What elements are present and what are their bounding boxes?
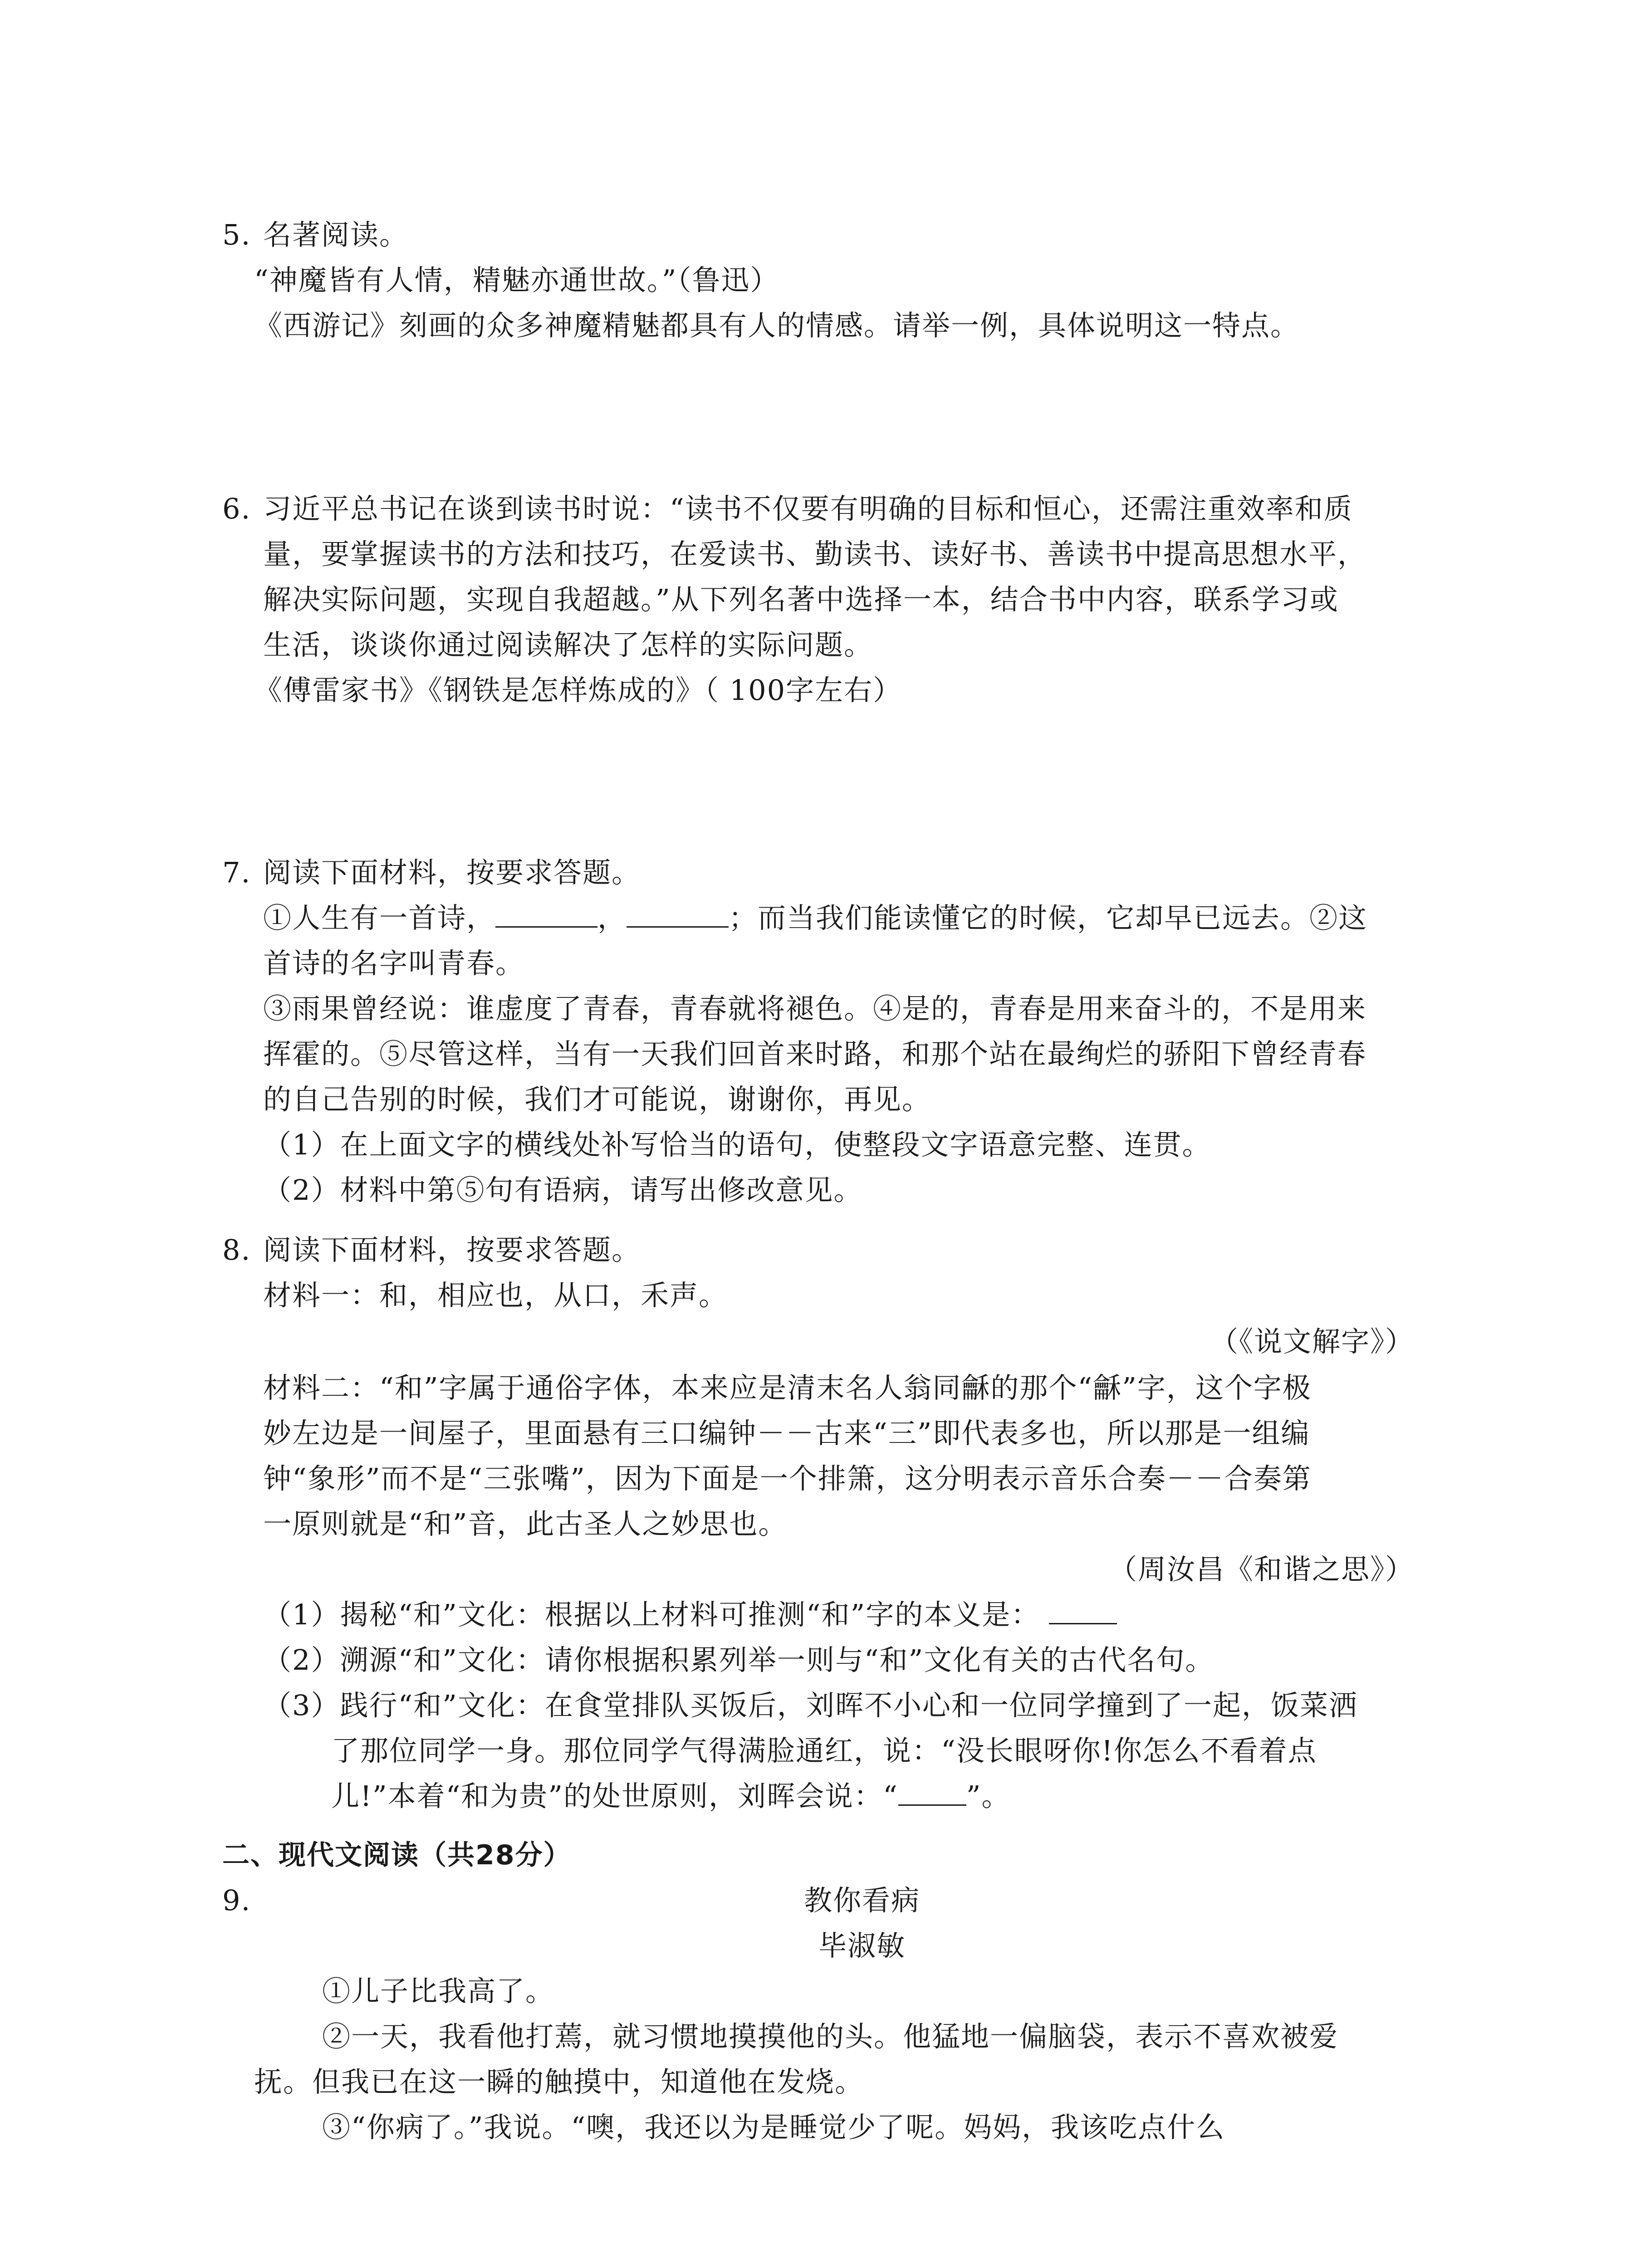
q7-line-1-end: ；而当我们能读懂它的时候，它却早已远去。②这 (729, 901, 1368, 934)
q7-line-1 (263, 900, 1367, 936)
q8-material-1-source: （《说文解字》） (1210, 1325, 1414, 1358)
q8-sub-3-line-3 (331, 1778, 1010, 1814)
section-2-heading: 二、现代文阅读（共28分） (222, 1839, 572, 1871)
q9-article-title: 教你看病 (803, 1884, 920, 1917)
q8-material-2-line-3: 钟“象形”而不是“三张嘴”，因为下面是一个排箫，这分明表示音乐合奏－－合奏第 (263, 1462, 1312, 1495)
q6-line-2: 量，要掌握读书的方法和技巧，在爱读书、勤读书、读好书、善读书中提高思想水平， (263, 538, 1367, 571)
q9-paragraph-3: ③“你病了。”我说。“噢，我还以为是睡觉少了呢。妈妈，我该吃点什么 (322, 2111, 1225, 2144)
q8-material-2-line-1: 材料二：“和”字属于通俗字体，本来应是清末名人翁同龢的那个“龢”字，这个字极 (263, 1371, 1312, 1404)
q8-sub-3-line-3-end: ”。 (966, 1779, 1011, 1813)
q7-title: 阅读下面材料，按要求答题。 (263, 856, 641, 889)
q7-sub-1: （1）在上面文字的横线处补写恰当的语句，使整段文字语意完整、连贯。 (263, 1128, 1211, 1161)
q8-material-1: 材料一：和，相应也，从口，禾声。 (263, 1279, 728, 1312)
q6-line-3: 解决实际问题，实现自我超越。”从下列名著中选择一本，结合书中内容，联系学习或 (263, 583, 1339, 616)
q6-number: 6. (222, 492, 251, 525)
q8-blank-1[interactable] (1049, 1600, 1117, 1624)
q6-line-1: 习近平总书记在谈到读书时说：“读书不仅要有明确的目标和恒心，还需注重效率和质 (263, 492, 1353, 525)
q9-paragraph-2-line-1: ②一天，我看他打蔫，就习惯地摸摸他的头。他猛地一偏脑袋，表示不喜欢被爱 (322, 2020, 1339, 2053)
q5-prompt: 《西游记》刻画的众多神魔精魅都具有人的情感。请举一例，具体说明这一特点。 (254, 309, 1300, 342)
q9-number: 9. (222, 1884, 251, 1917)
q7-blank-2[interactable] (627, 904, 729, 928)
q9-article-author: 毕淑敏 (818, 1929, 906, 1962)
q7-line-1-comma: ， (598, 901, 627, 934)
q8-sub-3-line-2: 了那位同学一身。那位同学气得满脸通红，说：“没长眼呀你!你怎么不看着点 (331, 1734, 1317, 1767)
q5-title: 名著阅读。 (263, 218, 409, 251)
q9-paragraph-2-line-2: 抚。但我已在这一瞬的触摸中，知道他在发烧。 (254, 2065, 864, 2098)
q7-line-5: 的自己告别的时候，我们才可能说，谢谢你，再见。 (263, 1083, 931, 1116)
q7-number: 7. (222, 856, 251, 889)
q7-line-4: 挥霍的。⑤尽管这样，当有一天我们回首来时路，和那个站在最绚烂的骄阳下曾经青春 (263, 1037, 1367, 1070)
q8-number: 8. (222, 1233, 251, 1266)
q6-books: 《傅雷家书》《钢铁是怎样炼成的》（ 100字左右） (254, 674, 902, 707)
q8-material-2-source: （周汝昌《和谐之思》） (1108, 1553, 1414, 1586)
q8-sub-3-line-3-start: 儿!”本着“和为贵”的处世原则，刘晖会说：“ (331, 1779, 898, 1813)
q5-number: 5. (222, 218, 251, 251)
q7-line-3: ③雨果曾经说：谁虚度了青春，青春就将褪色。④是的，青春是用来奋斗的，不是用来 (263, 992, 1367, 1025)
q9-paragraph-1: ①儿子比我高了。 (322, 1975, 555, 2008)
q8-blank-2[interactable] (898, 1782, 966, 1806)
q8-title: 阅读下面材料，按要求答题。 (263, 1233, 641, 1266)
q5-quote: “神魔皆有人情，精魅亦通世故。”（鲁迅） (254, 264, 779, 297)
q7-blank-1[interactable] (495, 904, 598, 928)
q7-line-2: 首诗的名字叫青春。 (263, 947, 525, 980)
q8-material-2-line-4: 一原则就是“和”音，此古圣人之妙思也。 (263, 1507, 788, 1540)
q6-line-4: 生活，谈谈你通过阅读解决了怎样的实际问题。 (263, 628, 873, 661)
q8-sub-3-line-1: （3）践行“和”文化：在食堂排队买饭后，刘晖不小心和一位同学撞到了一起，饭菜洒 (263, 1689, 1358, 1722)
q8-sub-1-text: （1）揭秘“和”文化：根据以上材料可推测“和”字的本义是： (263, 1598, 1040, 1631)
q8-sub-2: （2）溯源“和”文化：请你根据积累列举一则与“和”文化有关的古代名句。 (263, 1643, 1215, 1677)
q7-sub-2: （2）材料中第⑤句有语病，请写出修改意见。 (263, 1173, 863, 1207)
q7-line-1-start: ①人生有一首诗， (263, 901, 496, 934)
q8-sub-1 (263, 1597, 1117, 1633)
q8-material-2-line-2: 妙左边是一间屋子，里面悬有三口编钟－－古来“三”即代表多也，所以那是一组编 (263, 1417, 1310, 1450)
